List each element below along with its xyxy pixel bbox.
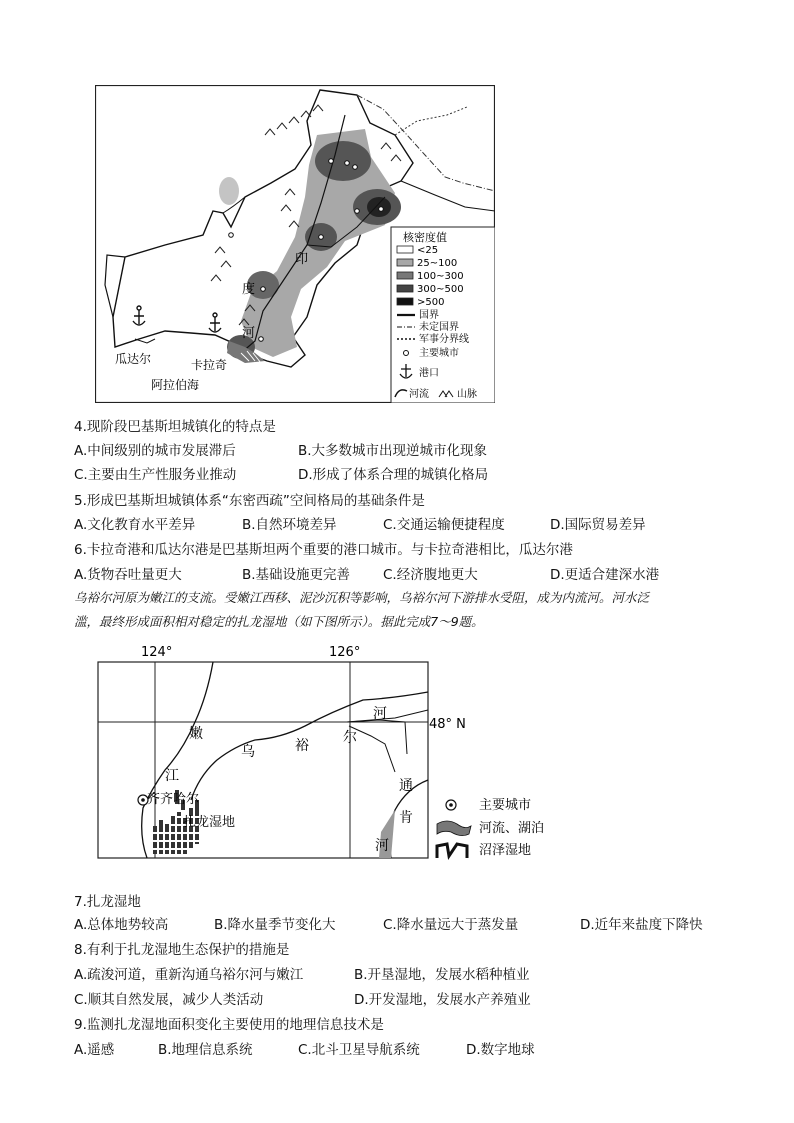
- legend-title: 核密度值: [403, 231, 447, 244]
- question-option[interactable]: B.基础设施更完善: [242, 567, 351, 583]
- question-option[interactable]: B.自然环境差异: [242, 517, 337, 533]
- question-option[interactable]: A.文化教育水平差异: [74, 517, 196, 533]
- question-option[interactable]: A.货物吞吐量更大: [74, 567, 182, 583]
- river-char: 肯: [399, 810, 413, 826]
- question-option[interactable]: D.形成了体系合理的城镇化格局: [298, 467, 489, 483]
- river-char: 嫩: [189, 726, 203, 742]
- question-option[interactable]: C.经济腹地更大: [383, 567, 478, 583]
- passage-line: 滥，最终形成面积相对稳定的扎龙湿地（如下图所示）。据此完成7～9题。: [74, 614, 484, 629]
- question-option[interactable]: B.地理信息系统: [158, 1042, 253, 1058]
- river-char: 尔: [343, 730, 357, 746]
- city-dot: [353, 165, 358, 170]
- pakistan-urban-density-map: [95, 85, 495, 403]
- legend-line: 国界: [419, 310, 439, 321]
- city-dot: [229, 233, 234, 238]
- question-option[interactable]: D.国际贸易差异: [550, 517, 646, 533]
- question-stem: 4.现阶段巴基斯坦城镇化的特点是: [74, 419, 276, 435]
- question-option[interactable]: B.大多数城市出现逆城市化现象: [298, 443, 488, 459]
- map1-legend: [391, 227, 495, 403]
- question-option[interactable]: A.疏浚河道，重新沟通乌裕尔河与嫩江: [74, 967, 304, 983]
- city-label: 齐齐哈尔: [147, 792, 200, 807]
- question-stem: 7.扎龙湿地: [74, 894, 141, 910]
- question-option[interactable]: D.数字地球: [466, 1042, 535, 1058]
- legend-item: 300~500: [417, 284, 464, 295]
- legend-item: >500: [417, 297, 445, 308]
- question-option[interactable]: C.顺其自然发展，减少人类活动: [74, 992, 264, 1008]
- river-char: 河: [375, 838, 389, 854]
- question-option[interactable]: D.更适合建深水港: [550, 567, 660, 583]
- city-dot: [355, 209, 360, 214]
- map2-legend: [437, 798, 544, 858]
- river-char: 江: [165, 768, 179, 784]
- latitude-label: 48° N: [429, 717, 466, 732]
- legend-item: 25~100: [417, 258, 458, 269]
- longitude-label: 124°: [141, 645, 173, 660]
- city-dot: [261, 287, 266, 292]
- question-stem: 6.卡拉奇港和瓜达尔港是巴基斯坦两个重要的港口城市。与卡拉奇港相比，瓜达尔港: [74, 542, 573, 558]
- legend-line: 港口: [419, 368, 439, 379]
- question-stem: 8.有利于扎龙湿地生态保护的措施是: [74, 942, 290, 958]
- longitude-label: 126°: [329, 645, 361, 660]
- city-dot: [319, 235, 324, 240]
- question-option[interactable]: D.开发湿地，发展水产养殖业: [354, 992, 531, 1008]
- passage-line: 乌裕尔河原为嫩江的支流。受嫩江西移、泥沙沉积等影响，乌裕尔河下游排水受阻，成为内流河。河水泛: [74, 590, 650, 605]
- question-option[interactable]: D.近年来盐度下降快: [580, 917, 703, 933]
- question-option[interactable]: C.主要由生产性服务业推动: [74, 467, 237, 483]
- wetland-label: 扎龙湿地: [183, 815, 236, 830]
- river-label-char: 河: [242, 326, 256, 341]
- question-option[interactable]: A.总体地势较高: [74, 917, 169, 933]
- question-option[interactable]: A.中间级别的城市发展滞后: [74, 443, 236, 459]
- port-label-karachi: 卡拉奇: [191, 358, 228, 372]
- question-stem: 5.形成巴基斯坦城镇体系“东密西疏”空间格局的基础条件是: [74, 493, 425, 509]
- city-dot: [379, 207, 384, 212]
- legend-line: 未定国界: [419, 322, 459, 333]
- city-dot: [259, 337, 264, 342]
- port-label-gwadar: 瓜达尔: [115, 352, 152, 366]
- legend-item: 河流、湖泊: [479, 821, 545, 836]
- question-option[interactable]: A.遥感: [74, 1042, 115, 1058]
- river-char: 河: [373, 706, 387, 722]
- legend-line: 军事分界线: [419, 334, 469, 345]
- river-char: 乌: [241, 744, 255, 760]
- legend-item: <25: [417, 245, 439, 256]
- legend-line: 主要城市: [419, 348, 459, 359]
- river-char: 通: [399, 778, 413, 794]
- legend-item: 主要城市: [479, 798, 532, 813]
- zhalong-wetland-map: [95, 640, 585, 862]
- sea-label: 阿拉伯海: [151, 378, 200, 392]
- city-dot: [345, 161, 350, 166]
- question-option[interactable]: B.降水量季节变化大: [214, 917, 336, 933]
- question-option[interactable]: C.北斗卫星导航系统: [298, 1042, 420, 1058]
- question-stem: 9.监测扎龙湿地面积变化主要使用的地理信息技术是: [74, 1017, 384, 1033]
- river-label-char: 度: [242, 282, 256, 297]
- city-dot: [329, 159, 334, 164]
- legend-item: 沼泽湿地: [479, 843, 532, 858]
- question-option[interactable]: C.降水量远大于蒸发量: [383, 917, 519, 933]
- legend-line: 河流: [409, 389, 429, 400]
- river-char: 裕: [295, 738, 309, 754]
- marsh-icon: [437, 844, 467, 858]
- legend-item: 100~300: [417, 271, 464, 282]
- river-label-char: 印: [295, 252, 309, 267]
- legend-line: 山脉: [457, 389, 477, 400]
- question-option[interactable]: C.交通运输便捷程度: [383, 517, 505, 533]
- river-lake-icon: [437, 821, 471, 836]
- question-option[interactable]: B.开垦湿地，发展水稻种植业: [354, 967, 530, 983]
